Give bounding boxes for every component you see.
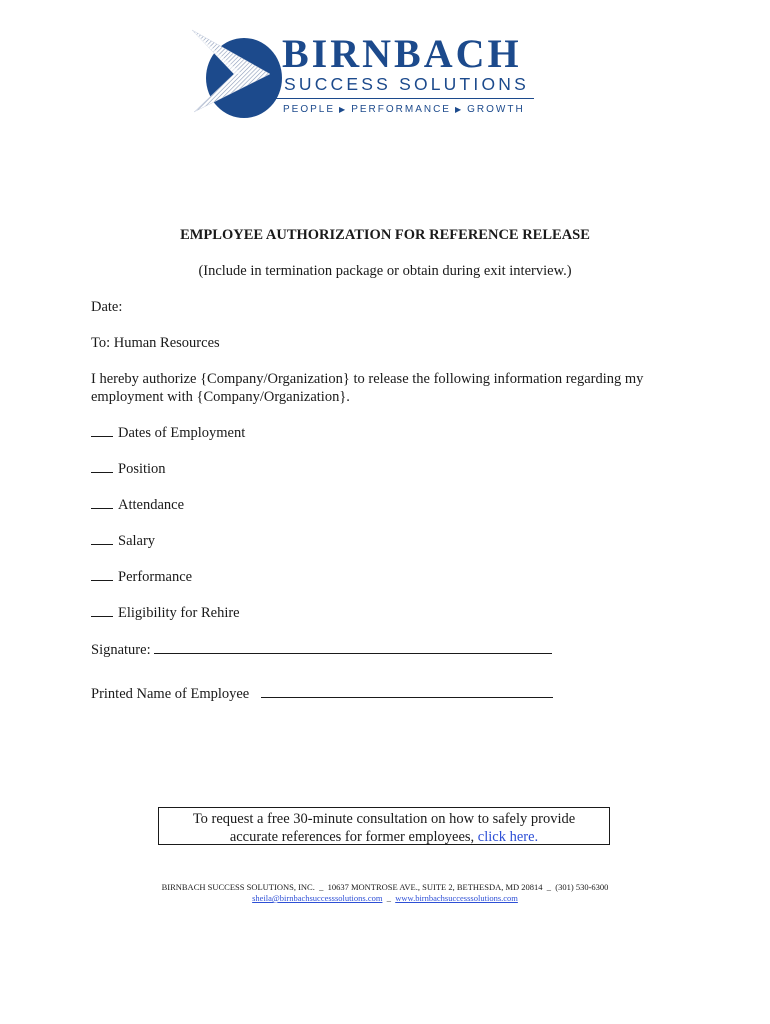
checklist-label: Position (118, 461, 166, 477)
website-link[interactable]: www.birnbachsuccesssolutions.com (395, 893, 518, 903)
consultation-callout (158, 807, 610, 845)
logo-tagline (283, 105, 525, 115)
check-blank[interactable] (91, 568, 113, 581)
paragraph-line: employment with {Company/Organization}. (91, 389, 350, 405)
check-blank[interactable] (91, 496, 113, 509)
checklist-label: Dates of Employment (118, 425, 246, 441)
click-here-link[interactable]: click here. (477, 829, 539, 845)
logo-subtitle: SUCCESS SOLUTIONS (284, 74, 529, 94)
footer-separator: _ (546, 882, 552, 892)
tagline-people: PEOPLE (283, 104, 336, 115)
footer-company: BIRNBACH SUCCESS SOLUTIONS, INC. (161, 882, 315, 892)
check-blank[interactable] (91, 604, 113, 617)
checklist-item (91, 460, 166, 478)
tagline-growth: GROWTH (467, 104, 525, 115)
callout-text: accurate references for former employees, (229, 829, 475, 845)
logo-wordmark: BIRNBACH (282, 31, 522, 76)
checklist-item (91, 424, 245, 442)
printed-name-field[interactable] (261, 684, 553, 698)
check-blank[interactable] (91, 532, 113, 545)
document-subtitle: (Include in termination package or obtain during exit interview.) (198, 263, 572, 279)
checklist-item (91, 604, 240, 622)
paragraph-line: I hereby authorize {Company/Organization} to release the following information regarding my (91, 371, 644, 387)
tagline-performance: PERFORMANCE (351, 104, 451, 115)
company-logo (190, 28, 540, 120)
checklist-label: Salary (118, 533, 156, 549)
signature-row (91, 640, 552, 659)
check-blank[interactable] (91, 460, 113, 473)
checklist-label: Eligibility for Rehire (118, 605, 240, 621)
footer-address: 10637 MONTROSE AVE., SUITE 2, BETHESDA, MD 20814 (327, 882, 543, 892)
footer-phone: (301) 530-6300 (555, 882, 609, 892)
callout-line (159, 828, 609, 846)
checklist-label: Attendance (118, 497, 185, 513)
checklist-item (91, 568, 192, 586)
footer-contact-line (0, 893, 770, 904)
checklist-item (91, 496, 184, 514)
document-title: EMPLOYEE AUTHORIZATION FOR REFERENCE RELEASE (180, 227, 590, 243)
footer-address-line (0, 882, 770, 893)
to-line: To: Human Resources (91, 335, 220, 351)
play-arrow-icon: ▶ (454, 105, 464, 114)
signature-label: Signature: (91, 642, 151, 658)
footer-separator: _ (386, 893, 391, 903)
logo-divider (270, 98, 534, 99)
footer (0, 882, 770, 904)
footer-separator: _ (319, 882, 324, 892)
callout-line: To request a free 30-minute consultation on how to safely provide (192, 811, 576, 827)
email-link[interactable]: sheila@birnbachsuccesssolutions.com (252, 893, 383, 903)
printed-name-row (91, 684, 553, 703)
play-arrow-icon: ▶ (339, 105, 348, 114)
date-label: Date: (91, 299, 123, 315)
authorization-paragraph (91, 370, 691, 406)
checklist-item (91, 532, 155, 550)
signature-field[interactable] (154, 640, 552, 654)
checklist-label: Performance (118, 569, 193, 585)
printed-name-label: Printed Name of Employee (91, 686, 250, 702)
check-blank[interactable] (91, 424, 113, 437)
